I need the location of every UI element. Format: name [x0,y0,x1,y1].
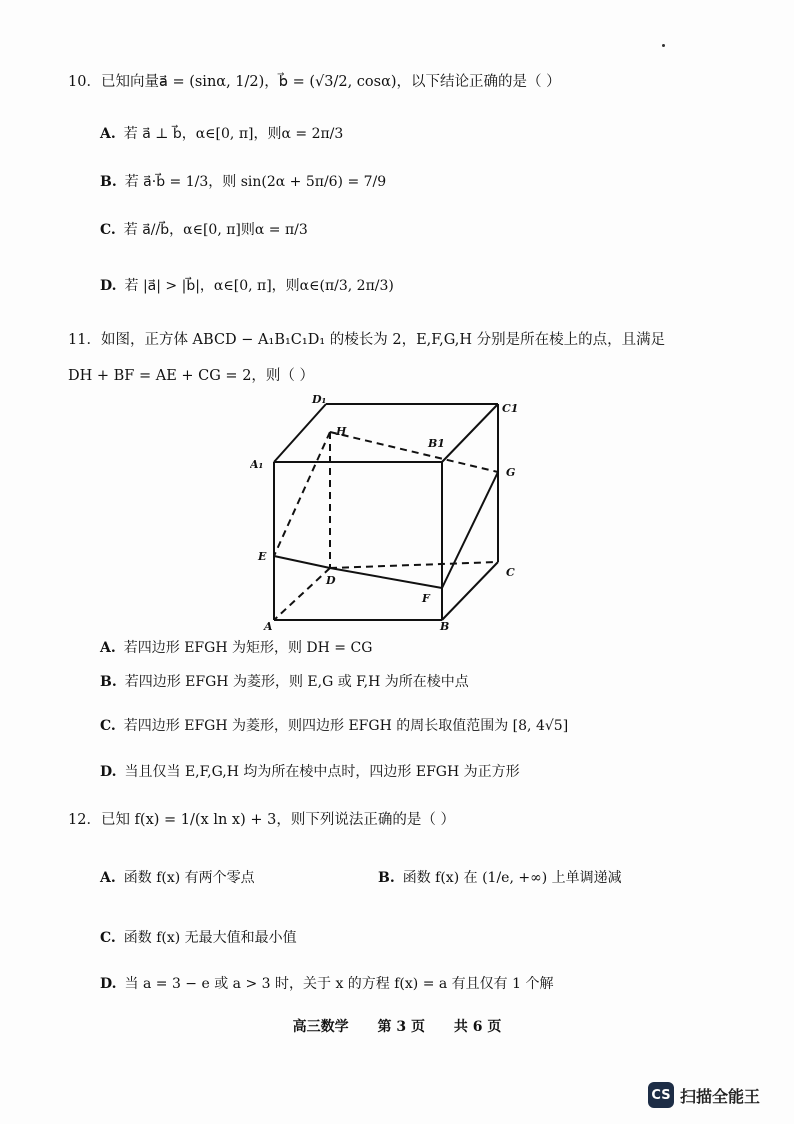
option-label: A. [100,870,116,886]
label-e: E [258,550,267,563]
q11-option-c [100,716,568,736]
footer-subject: 高三数学 [292,1019,349,1035]
q11-option-b [100,672,469,692]
label-b1: B1 [428,437,445,450]
label-c: C [506,566,515,579]
option-text: 若四边形 EFGH 为矩形，则 DH = CG [123,640,373,656]
option-label: C. [100,718,116,734]
option-label: A. [100,126,116,142]
option-label: B. [100,674,117,690]
option-text: 当 a = 3 − e 或 a > 3 时，关于 x 的方程 f(x) = a 有且仅有 1 个解 [124,976,554,992]
q12-option-c [100,928,297,948]
edge-dc-dashed [330,562,498,568]
option-text: 函数 f(x) 在 (1/e, +∞) 上单调递减 [402,870,622,886]
option-text: 函数 f(x) 无最大值和最小值 [123,930,297,946]
q12-option-b [378,868,622,888]
label-g: G [506,466,516,479]
label-f: F [422,592,430,605]
option-label: C. [100,222,116,238]
question-11-stem-line1: 11．如图，正方体 ABCD − A₁B₁C₁D₁ 的棱长为 2，E,F,G,H 分别是所在棱上的点，且满足 [68,332,666,348]
q10-option-d [100,276,394,296]
option-text: 若 a⃗·b⃗ = 1/3，则 sin(2α + 5π/6) = 7/9 [124,174,387,190]
option-text: 若 a⃗ ⊥ b⃗，α∈[0, π]，则α = 2π/3 [123,126,344,142]
label-h: H [336,425,347,438]
segment-ed [274,556,330,568]
segment-hg-dashed [330,432,498,472]
segment-he-dashed [274,432,330,556]
question-12-stem: 12．已知 f(x) = 1/(x ln x) + 3，则下列说法正确的是（ ） [68,812,455,828]
camscanner-logo-icon: CS [648,1082,674,1108]
option-label: B. [100,174,117,190]
option-label: D. [100,976,117,992]
option-text: 若四边形 EFGH 为菱形，则 E,G 或 F,H 为所在棱中点 [124,674,469,690]
option-text: 函数 f(x) 有两个零点 [123,870,255,886]
scanner-watermark [648,1082,760,1108]
option-text: 若四边形 EFGH 为菱形，则四边形 EFGH 的周长取值范围为 [8, 4√5] [123,718,569,734]
option-text: 当且仅当 E,F,G,H 均为所在棱中点时，四边形 EFGH 为正方形 [124,764,520,780]
label-d1: D₁ [312,393,327,406]
label-a: A [264,620,273,632]
question-11-stem-line2: DH + BF = AE + CG = 2，则（ ） [68,368,315,384]
footer-total: 共 6 页 [453,1019,502,1035]
label-a1: A₁ [250,458,264,471]
watermark-text: 扫描全能王 [680,1086,761,1106]
option-label: C. [100,930,116,946]
option-text: 若 |a⃗| > |b⃗|，α∈[0, π]，则α∈(π/3, 2π/3) [124,278,394,294]
option-label: D. [100,278,117,294]
scan-speck [662,44,665,47]
edge-d1a1 [274,404,326,462]
option-label: B. [378,870,395,886]
cube-figure [250,392,530,632]
q12-option-d [100,974,553,994]
label-d: D [326,574,336,587]
q11-option-d [100,762,520,782]
question-10-stem: 10．已知向量a⃗ = (sinα, 1/2)，b⃗ = (√3/2, cosα)，以下结论正确的是（ ） [68,74,561,90]
segment-df [330,568,442,588]
option-label: A. [100,640,116,656]
page-footer [0,1016,794,1036]
q11-option-a [100,638,372,658]
q10-option-a [100,124,343,144]
option-text: 若 a⃗//b⃗，α∈[0, π]则α = π/3 [123,222,308,238]
edge-da-dashed [274,568,330,620]
option-label: D. [100,764,117,780]
label-c1: C1 [502,402,519,415]
q10-option-b [100,172,386,192]
q10-option-c [100,220,308,240]
footer-page: 第 3 页 [377,1019,425,1035]
label-b: B [440,620,450,632]
q12-option-a [100,868,255,888]
edge-c1b1 [442,404,498,462]
